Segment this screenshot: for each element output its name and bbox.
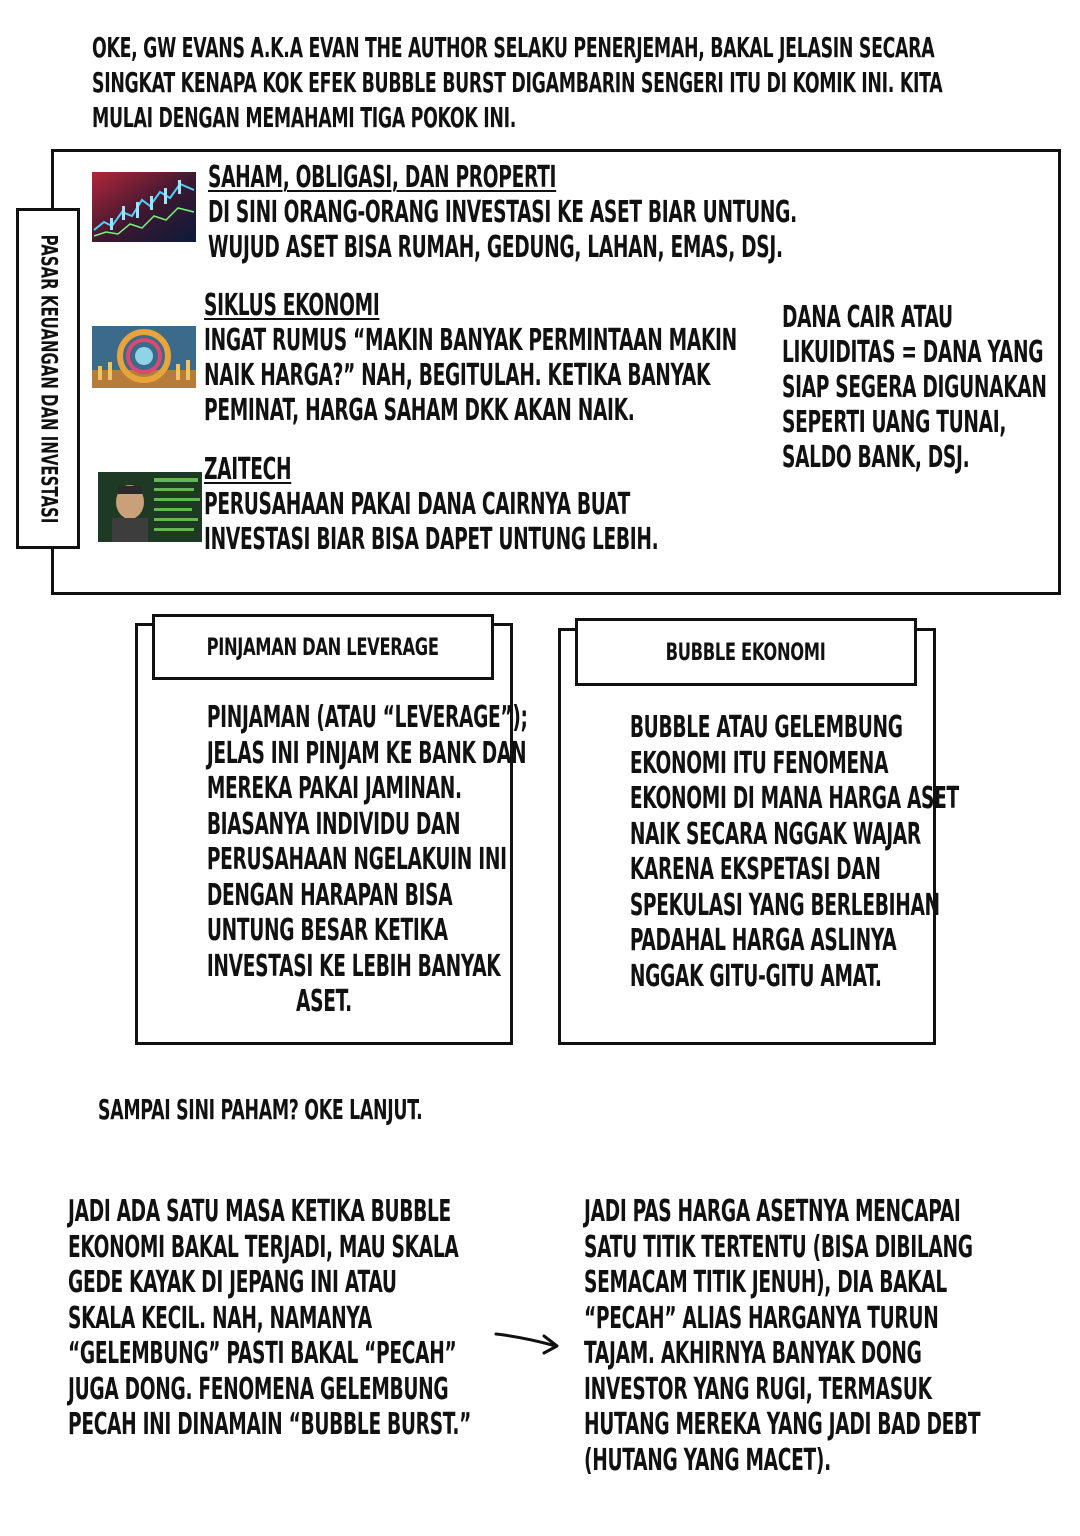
section-title: ZAITECH xyxy=(204,452,292,487)
section-line: NAIK HARGA?” NAH, BEGITULAH. KETIKA BANYAK xyxy=(204,358,711,393)
trader-screen-icon xyxy=(98,472,202,542)
section-line: WUJUD ASET BISA RUMAH, GEDUNG, LAHAN, EMAS, DSJ. xyxy=(208,230,783,265)
box-line: DENGAN HARAPAN BISA xyxy=(206,877,453,913)
note-line: SEPERTI UANG TUNAI, xyxy=(782,405,1007,440)
intro-line: OKE, GW EVANS A.K.A EVAN THE AUTHOR SELAKU PENERJEMAH, BAKAL JELASIN SECARA xyxy=(92,31,935,64)
para-line: “PECAH” ALIAS HARGANYA TURUN xyxy=(584,1300,939,1336)
section-line: INGAT RUMUS “MAKIN BANYAK PERMINTAAN MAKIN xyxy=(204,323,737,358)
box-line: KARENA EKSPETASI DAN xyxy=(629,852,881,887)
side-tab xyxy=(16,208,80,549)
stock-chart-icon xyxy=(92,172,196,242)
box-line: PADAHAL HARGA ASLINYA xyxy=(629,923,897,958)
para-line: PECAH INI DINAMAIN “BUBBLE BURST.” xyxy=(68,1407,472,1442)
note-line: LIKUIDITAS = DANA YANG xyxy=(782,335,1044,370)
bubble-economy-box-tab xyxy=(575,618,917,686)
section-title: SAHAM, OBLIGASI, DAN PROPERTI xyxy=(208,160,557,195)
note-line: SALDO BANK, DSJ. xyxy=(782,440,970,475)
section-line: DI SINI ORANG-ORANG INVESTASI KE ASET BIAR UNTUNG. xyxy=(208,195,797,230)
box-line: JELAS INI PINJAM KE BANK DAN xyxy=(206,735,527,771)
section-title: SIKLUS EKONOMI xyxy=(204,288,380,323)
para-line: JADI PAS HARGA ASETNYA MENCAPAI xyxy=(584,1194,961,1229)
bubble-burst-paragraph xyxy=(68,1194,471,1443)
price-crash-paragraph xyxy=(584,1194,980,1478)
para-line: GEDE KAYAK DI JEPANG INI ATAU xyxy=(68,1265,397,1300)
bubble-economy-box-title: BUBBLE EKONOMI xyxy=(666,638,826,666)
note-line: SIAP SEGERA DIGUNAKAN xyxy=(782,370,1047,405)
box-line: PERUSAHAAN NGELAKUIN INI xyxy=(206,842,507,877)
para-line: EKONOMI BAKAL TERJADI, MAU SKALA xyxy=(68,1229,459,1265)
para-line: HUTANG MEREKA YANG JADI BAD DEBT xyxy=(584,1407,981,1442)
continue-line: SAMPAI SINI PAHAM? OKE LANJUT. xyxy=(98,1093,423,1126)
box-line: EKONOMI DI MANA HARGA ASET xyxy=(629,781,959,816)
para-line: SKALA KECIL. NAH, NAMANYA xyxy=(68,1300,372,1336)
box-line: BIASANYA INDIVIDU DAN xyxy=(206,806,461,842)
arrow-right-icon xyxy=(494,1326,564,1356)
box-line: BUBBLE ATAU GELEMBUNG xyxy=(629,710,903,745)
leverage-box-title: PINJAMAN DAN LEVERAGE xyxy=(206,633,440,661)
side-tab-label: PASAR KEUANGAN DAN INVESTASI xyxy=(35,234,61,523)
intro-line: MULAI DENGAN MEMAHAMI TIGA POKOK INI. xyxy=(92,101,517,134)
box-line: MEREKA PAKAI JAMINAN. xyxy=(206,771,462,806)
note-line: DANA CAIR ATAU xyxy=(782,300,953,335)
box-line: SPEKULASI YANG BERLEBIHAN xyxy=(629,887,940,923)
economic-cycle-icon xyxy=(92,326,196,388)
box-line: PINJAMAN (ATAU “LEVERAGE”); xyxy=(206,700,528,735)
para-line: “GELEMBUNG” PASTI BAKAL “PECAH” xyxy=(68,1336,457,1371)
bubble-economy-box-text xyxy=(558,710,959,994)
box-line: ASET. xyxy=(296,984,352,1019)
leverage-box-tab xyxy=(152,614,494,680)
box-line: EKONOMI ITU FENOMENA xyxy=(629,745,889,781)
leverage-box-text xyxy=(135,700,528,1020)
section-line: PERUSAHAAN PAKAI DANA CAIRNYA BUAT xyxy=(204,487,630,522)
para-line: (HUTANG YANG MACET). xyxy=(584,1442,831,1478)
intro-line: SINGKAT KENAPA KOK EFEK BUBBLE BURST DIGAMBARIN SENGERI ITU DI KOMIK INI. KITA xyxy=(92,66,943,99)
para-line: JADI ADA SATU MASA KETIKA BUBBLE xyxy=(68,1194,451,1229)
box-line: NAIK SECARA NGGAK WAJAR xyxy=(629,816,921,852)
para-line: SATU TITIK TERTENTU (BISA DIBILANG xyxy=(584,1229,973,1265)
para-line: INVESTOR YANG RUGI, TERMASUK xyxy=(584,1371,932,1407)
box-line: INVESTASI KE LEBIH BANYAK xyxy=(206,948,501,984)
box-line: NGGAK GITU-GITU AMAT. xyxy=(629,958,882,994)
section-stocks xyxy=(208,160,797,265)
para-line: SEMACAM TITIK JENUH), DIA BAKAL xyxy=(584,1265,947,1300)
section-line: INVESTASI BIAR BISA DAPET UNTUNG LEBIH. xyxy=(204,522,659,557)
liquidity-note xyxy=(782,300,1047,475)
section-economic-cycle xyxy=(204,288,737,428)
para-line: TAJAM. AKHIRNYA BANYAK DONG xyxy=(584,1336,922,1371)
section-zaitech xyxy=(204,452,658,557)
intro-paragraph xyxy=(92,30,942,135)
para-line: JUGA DONG. FENOMENA GELEMBUNG xyxy=(68,1371,449,1407)
section-line: PEMINAT, HARGA SAHAM DKK AKAN NAIK. xyxy=(204,393,635,428)
box-line: UNTUNG BESAR KETIKA xyxy=(206,913,448,948)
